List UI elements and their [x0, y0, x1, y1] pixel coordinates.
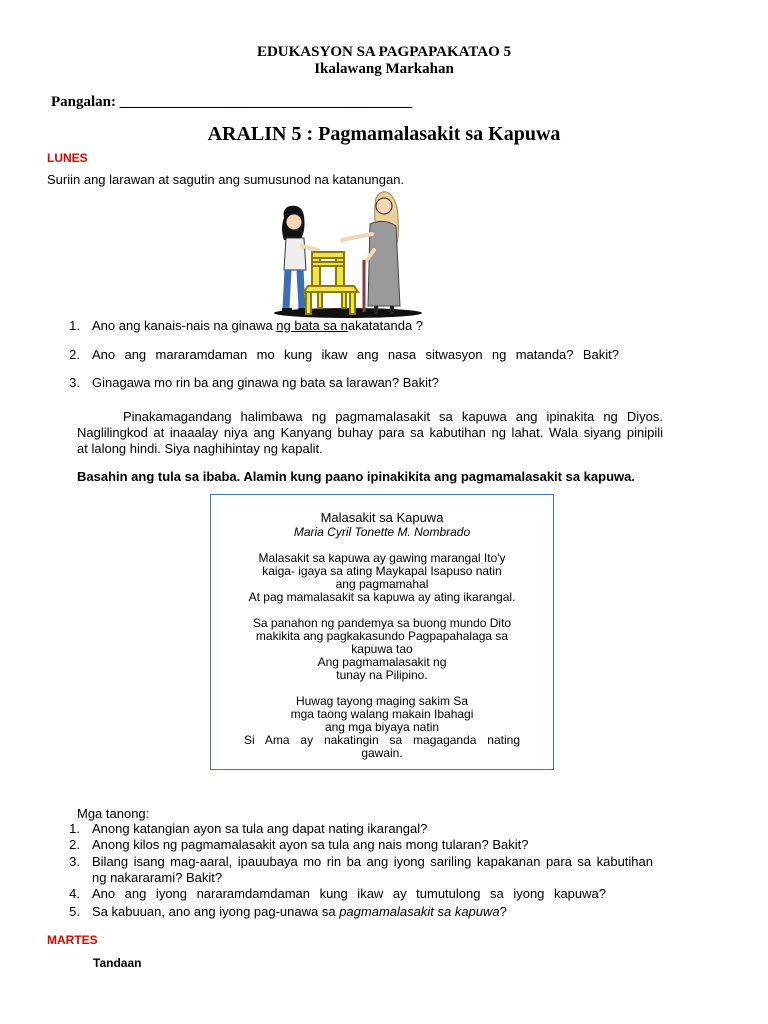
- day-label-lunes: LUNES: [47, 151, 88, 165]
- quarter-subtitle: Ikalawang Markahan: [314, 61, 454, 77]
- lesson-title: ARALIN 5 : Pagmamalasakit sa Kapuwa: [207, 123, 561, 145]
- list-item: 2. Ano ang mararamdaman mo kung ikaw ang nasa sitwasyon ng matanda? Bakit?: [69, 347, 619, 362]
- tandaan-heading: Tandaan: [93, 956, 142, 970]
- poem-title: Malasakit sa Kapuwa: [320, 510, 444, 525]
- questions-label: Mga tanong:: [77, 806, 150, 821]
- day-label-martes: MARTES: [47, 933, 98, 947]
- name-blank: _______________________________________: [119, 94, 413, 110]
- subject-title: EDUKASYON SA PAGPAPAKATAO 5: [256, 44, 512, 60]
- list-item: 5. Sa kabuuan, ano ang iyong pag-unawa sa pagmamalasakit sa kapuwa?: [69, 904, 507, 919]
- girl-helping-elder-illustration: [272, 188, 424, 320]
- list-item: 3. Bilang isang mag-aaral, ipauubaya mo rin ba ang iyong sariling kapakanan para sa kabutihan ng nakararami? Bakit?: [69, 854, 653, 885]
- read-instruction: Basahin ang tula sa ibaba. Alamin kung paano ipinakikita ang pagmamalasakit sa kapuwa.: [77, 469, 635, 484]
- list-item: 4. Ano ang iyong nararamdamdaman kung ikaw ay tumutulong sa iyong kapuwa?: [69, 886, 606, 901]
- name-label: Pangalan:: [51, 94, 117, 110]
- poem: Malasakit sa Kapuwa Maria Cyril Tonette M. Nombrado Malasakit sa kapuwa ay gawing marangal Ito'y kaiga- igaya sa ating Maykapal Isapuso natin ang pagmamahal At pag mamalasakit sa kapuwa ay ating ikarangal. Sa panahon ng pandemya sa buong mundo Dito makikita ang pagkakasundo Pagpapahalaga sa kapuwa tao Ang pagmamalasakit ng tunay na Pilipino. Huwag tayong maging sakim Sa mga taong walang makain Ibahagi ang mga biyaya natin Si Ama ay nakatingin sa magaganda nating gawain.: [212, 510, 552, 760]
- instruction-text: Suriin ang larawan at sagutin ang sumusunod na katanungan.: [47, 172, 405, 187]
- lesson-paragraph: Pinakamagandang halimbawa ng pagmamalasakit sa kapuwa ang ipinakita ng Diyos. Naglilingkod at inaaalay niya ang Kanyang buhay para sa kabutihan ng lahat. Wala siyang pinipili at lalong hindi. Siya naghihintay ng kapalit.: [77, 409, 663, 456]
- list-item: 2. Anong kilos ng pagmamalasakit ayon sa tula ang nais mong tularan? Bakit?: [69, 837, 529, 852]
- list-item: 3. Ginagawa mo rin ba ang ginawa ng bata sa larawan? Bakit?: [69, 375, 439, 390]
- poem-author: Maria Cyril Tonette M. Nombrado: [293, 525, 471, 539]
- name-field: [51, 94, 412, 111]
- list-item: 1. Anong katangian ayon sa tula ang dapat nating ikarangal?: [69, 821, 428, 836]
- list-item: 1. Ano ang kanais-nais na ginawa ng bata sa nakatatanda ?: [69, 318, 424, 333]
